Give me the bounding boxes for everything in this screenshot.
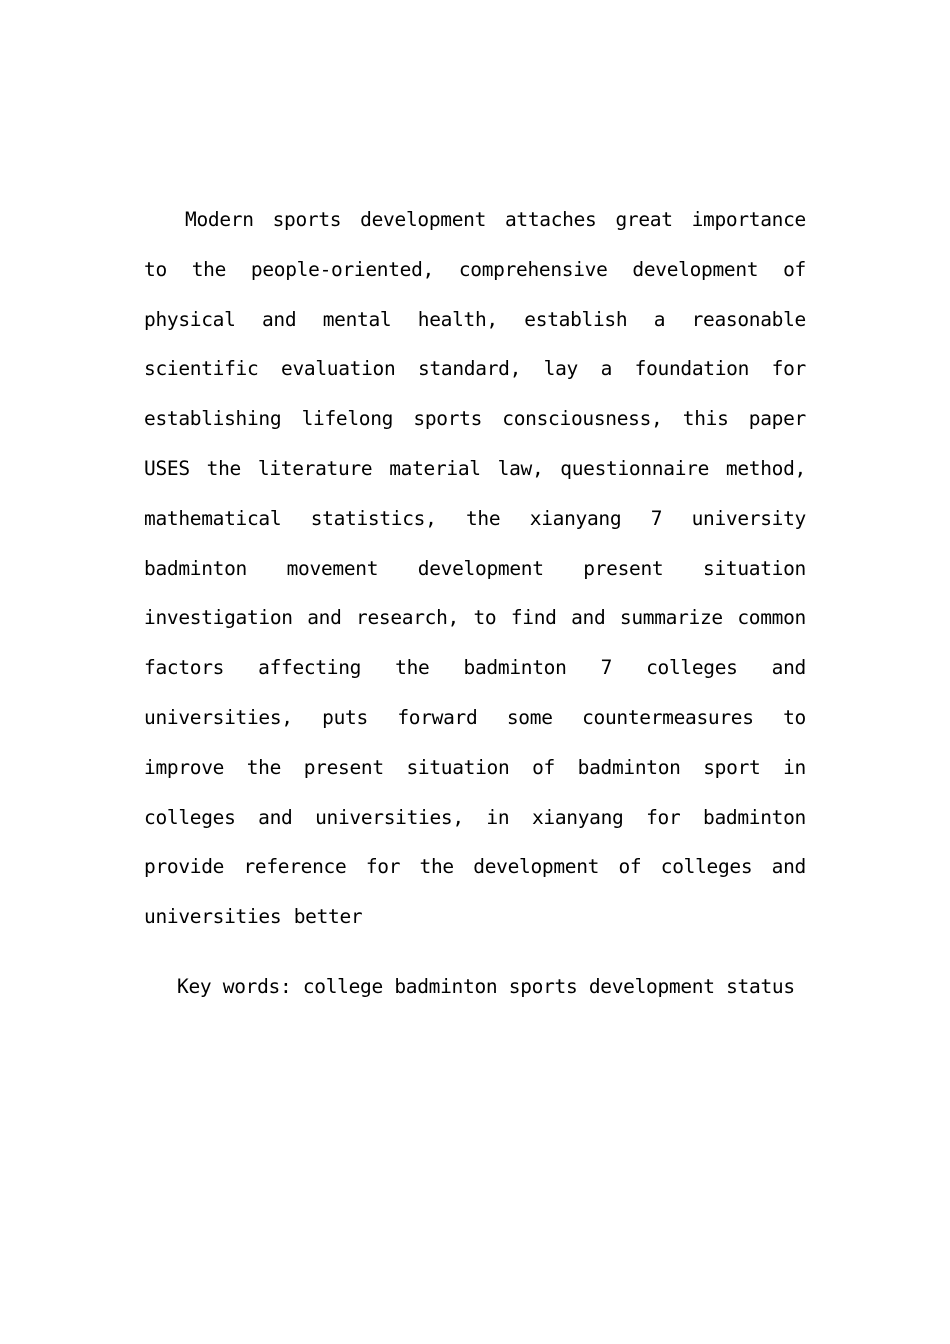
abstract-paragraph: Modern sports development attaches great importance to the people-oriented, comprehensive development of physical and mental health, establish a reasonable scientific evaluation standard, lay a foundation for establishing lifelong sports consciousness, this paper USES the literature material law, questionnaire method, mathematical statistics, the xianyang 7 university badminton movement development present situation investigation and research, to find and summarize common factors affecting the badminton 7 colleges and universities, puts forward some countermeasures to improve the present situation of badminton sport in colleges and universities, in xianyang for badminton provide reference for the development of colleges and universities better bbox=[144, 208, 806, 929]
keywords-line: Key words: college badminton sports development status bbox=[177, 975, 795, 998]
